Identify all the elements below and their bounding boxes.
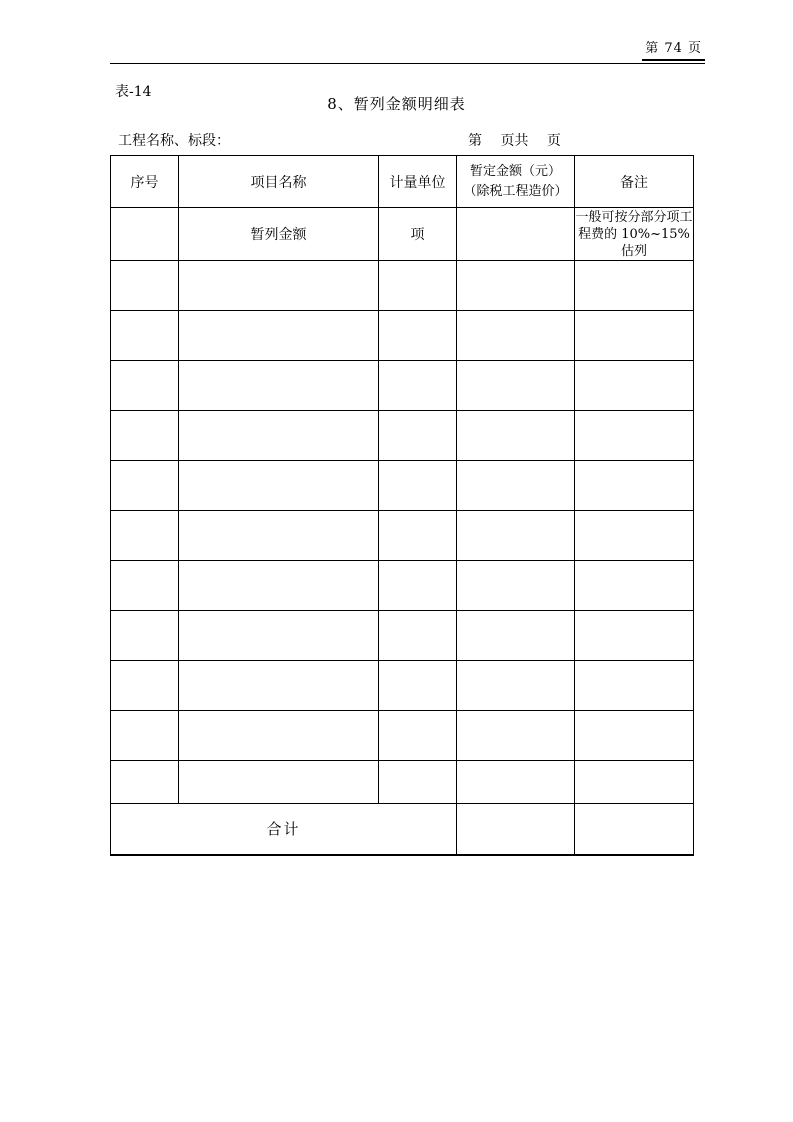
- table-empty-row: [111, 361, 694, 411]
- cell-unit: [379, 511, 457, 561]
- col-header-amount-line2: （除税工程造价）: [463, 183, 568, 199]
- cell-remark: [575, 561, 694, 611]
- cell-seq: [111, 611, 179, 661]
- total-remark-cell: [575, 804, 694, 855]
- table-header-row: [111, 156, 694, 208]
- cell-remark: [575, 461, 694, 511]
- cell-seq: [111, 661, 179, 711]
- cell-amount: [457, 461, 575, 511]
- table-empty-row: [111, 761, 694, 804]
- cell-unit: [379, 611, 457, 661]
- cell-amount: [457, 511, 575, 561]
- col-header-amount: [457, 156, 575, 208]
- cell-item-name: [179, 461, 379, 511]
- cell-item-name: [179, 761, 379, 804]
- cell-item-name: [179, 361, 379, 411]
- table-empty-row: [111, 511, 694, 561]
- cell-amount: [457, 208, 575, 261]
- total-label: 合计: [111, 804, 457, 855]
- col-header-item-name: 项目名称: [179, 156, 379, 208]
- cell-remark: 一般可按分部分项工程费的 10%~15%估列: [575, 209, 693, 259]
- cell-item-name: [179, 561, 379, 611]
- cell-seq: [111, 361, 179, 411]
- col-header-seq: 序号: [111, 156, 179, 208]
- provisional-sum-table: [110, 155, 694, 856]
- cell-amount: [457, 561, 575, 611]
- table-empty-row: [111, 261, 694, 311]
- cell-amount: [457, 311, 575, 361]
- table-empty-row: [111, 561, 694, 611]
- cell-seq: [111, 561, 179, 611]
- col-header-unit: 计量单位: [379, 156, 457, 208]
- cell-remark: [575, 361, 694, 411]
- cell-remark: [575, 311, 694, 361]
- cell-unit: [379, 361, 457, 411]
- cell-unit: [379, 261, 457, 311]
- table-empty-row: [111, 411, 694, 461]
- cell-seq: [111, 311, 179, 361]
- cell-remark: [575, 411, 694, 461]
- total-amount-cell: [457, 804, 575, 855]
- cell-remark: [575, 261, 694, 311]
- cell-item-name: [179, 661, 379, 711]
- project-name-label: 工程名称、标段：: [118, 133, 230, 149]
- table-total-row: [111, 804, 694, 855]
- table-empty-row: [111, 311, 694, 361]
- cell-seq: [111, 761, 179, 804]
- table-empty-row: [111, 661, 694, 711]
- page-header-rule: [110, 40, 705, 64]
- table-empty-row: [111, 611, 694, 661]
- cell-amount: [457, 761, 575, 804]
- cell-remark: [575, 611, 694, 661]
- cell-amount: [457, 611, 575, 661]
- cell-item-name: [179, 511, 379, 561]
- cell-unit: [379, 561, 457, 611]
- table-empty-row: [111, 461, 694, 511]
- cell-unit: [379, 461, 457, 511]
- cell-unit: 项: [379, 208, 457, 261]
- cell-remark: [575, 511, 694, 561]
- table-empty-row: [111, 711, 694, 761]
- cell-unit: [379, 661, 457, 711]
- cell-amount: [457, 411, 575, 461]
- cell-unit: [379, 411, 457, 461]
- cell-seq: [111, 261, 179, 311]
- col-header-remark: 备注: [575, 156, 694, 208]
- cell-remark: [575, 711, 694, 761]
- cell-amount: [457, 261, 575, 311]
- cell-seq: [111, 411, 179, 461]
- form-title: 8、暂列金额明细表: [327, 95, 466, 113]
- page-number: 第 74 页: [642, 40, 705, 61]
- cell-item-name: [179, 261, 379, 311]
- table-row-provisional-sum: [111, 208, 694, 261]
- cell-seq: [111, 208, 179, 261]
- cell-seq: [111, 711, 179, 761]
- cell-item-name: 暂列金额: [179, 208, 379, 261]
- cell-amount: [457, 711, 575, 761]
- cell-amount: [457, 661, 575, 711]
- page-count-label: 第 页共 页: [468, 133, 561, 149]
- col-header-amount-line1: 暂定金额（元）: [469, 163, 561, 179]
- cell-item-name: [179, 711, 379, 761]
- cell-unit: [379, 311, 457, 361]
- cell-unit: [379, 761, 457, 804]
- form-code-label: 表-14: [115, 84, 152, 100]
- cell-remark: [575, 661, 694, 711]
- cell-item-name: [179, 611, 379, 661]
- cell-amount: [457, 361, 575, 411]
- cell-seq: [111, 511, 179, 561]
- cell-item-name: [179, 311, 379, 361]
- cell-remark: [575, 761, 694, 804]
- cell-unit: [379, 711, 457, 761]
- cell-seq: [111, 461, 179, 511]
- cell-item-name: [179, 411, 379, 461]
